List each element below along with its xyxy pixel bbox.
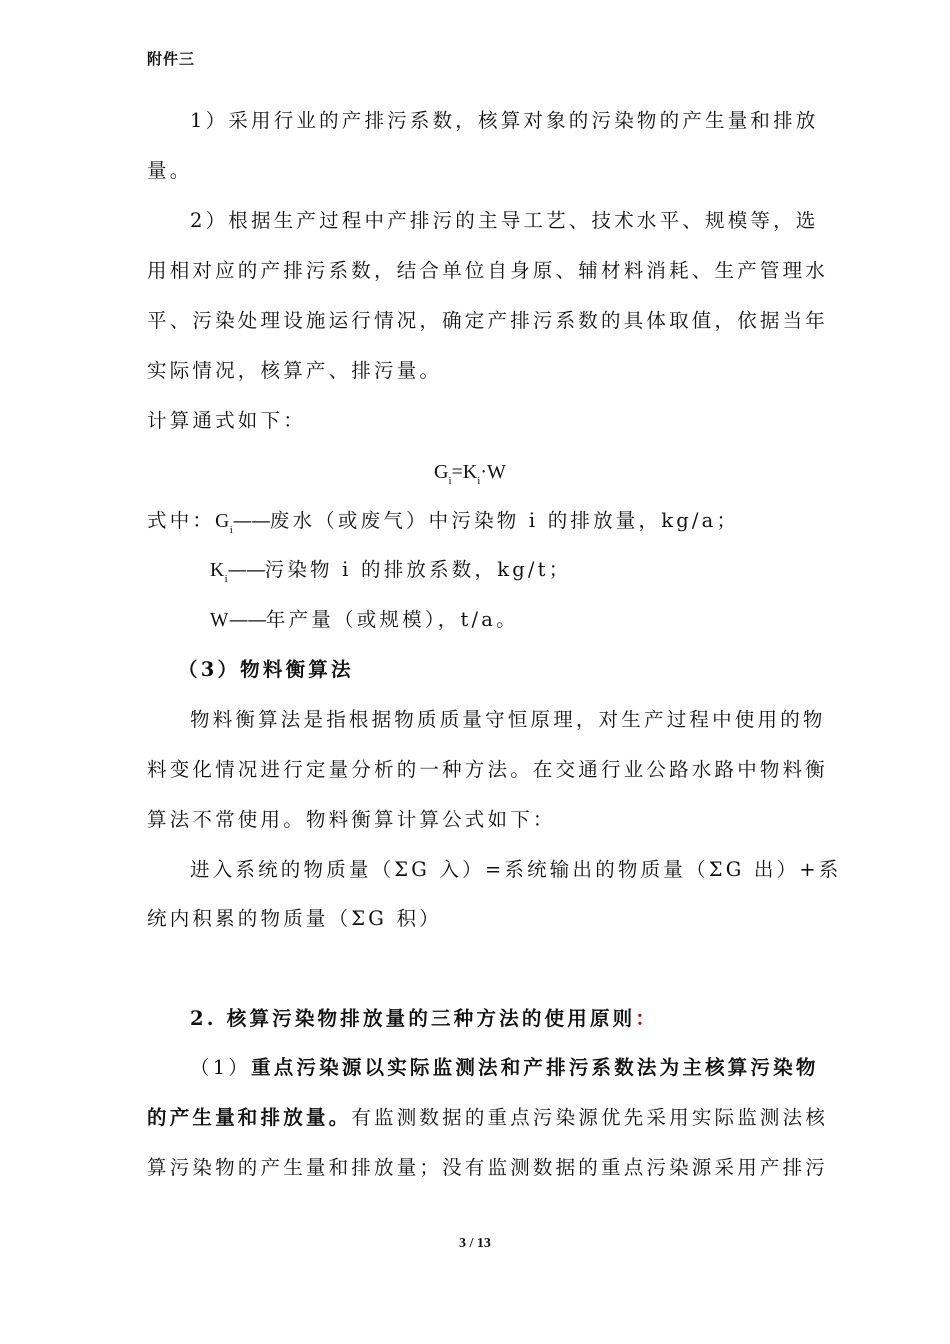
- para-5-line-2: [147, 1105, 828, 1131]
- para-5-line-1: [190, 1055, 819, 1081]
- definition-k-symbol: K: [210, 560, 225, 581]
- section-heading-material-balance: （3）物料衡算法: [178, 658, 354, 681]
- formula-intro: 计算通式如下：: [147, 409, 306, 432]
- definition-g-subscript: i: [229, 524, 233, 536]
- definition-k-text: 污染物 i 的排放系数，kg/t；: [264, 558, 572, 581]
- para-2-line-2: 用相对应的产排污系数，结合单位自身原、辅材料消耗、生产管理水: [147, 259, 829, 282]
- balance-formula-line-1: 进入系统的物质量（ΣG 入）=系统输出的物质量（ΣG 出）+系: [190, 858, 842, 881]
- definition-g-symbol: G: [215, 511, 230, 532]
- definition-k-subscript: i: [224, 573, 228, 585]
- para-1-line-2: 量。: [147, 159, 193, 182]
- para-2-line-4: 实际情况，核算产、排污量。: [147, 359, 443, 382]
- para-5-rest: 有监测数据的重点污染源优先采用实际监测法核: [351, 1106, 829, 1129]
- balance-formula-line-2: 统内积累的物质量（ΣG 积）: [147, 907, 442, 930]
- definition-w-symbol: W: [210, 610, 229, 631]
- definition-w-text: 年产量（或规模），t/a。: [265, 608, 519, 631]
- formula-g: G: [434, 461, 449, 483]
- definition-g-text: 废水（或废气）中污染物 i 的排放量，kg/a；: [269, 509, 740, 532]
- section-heading-principles-text: 2. 核算污染物排放量的三种方法的使用原则: [190, 1007, 636, 1030]
- definition-k: [210, 557, 571, 584]
- para-5-bold-2: 的产生量和排放量。: [147, 1106, 352, 1129]
- para-5-prefix: （1）: [190, 1056, 252, 1079]
- para-5-bold-1: 重点污染源以实际监测法和产排污系数法为主核算污染物: [251, 1056, 819, 1079]
- page-number: 3 / 13: [459, 1236, 491, 1251]
- definition-g-dash: ——: [232, 509, 270, 532]
- para-5-line-3: 算污染物的产生量和排放量；没有监测数据的重点污染源采用产排污: [147, 1156, 829, 1179]
- section-heading-principles-colon: ：: [635, 1007, 659, 1030]
- definition-w-dash: ——: [228, 608, 266, 631]
- para-3-line-1: 物料衡算法是指根据物质质量守恒原理，对生产过程中使用的物: [190, 708, 826, 731]
- definition-prefix: 式中：: [147, 509, 216, 532]
- para-3-line-3: 算法不常使用。物料衡算计算公式如下：: [147, 808, 556, 831]
- attachment-label: 附件三: [147, 50, 196, 68]
- para-2-line-1: 2）根据生产过程中产排污的主导工艺、技术水平、规模等，选: [190, 209, 819, 232]
- para-2-line-3: 平、污染处理设施运行情况，确定产排污系数的具体取值，依据当年: [147, 309, 829, 332]
- formula-k-subscript: i: [477, 475, 481, 487]
- section-heading-principles: [190, 1006, 658, 1032]
- formula: [434, 459, 506, 485]
- formula-eq-k: =K: [451, 461, 478, 483]
- definition-k-dash: ——: [227, 558, 265, 581]
- formula-g-subscript: i: [448, 475, 452, 487]
- formula-rest: ·W: [480, 461, 506, 483]
- definition-g: [147, 508, 739, 535]
- definition-w: [210, 607, 519, 634]
- para-1-line-1: 1）采用行业的产排污系数，核算对象的污染物的产生量和排放: [190, 109, 819, 132]
- para-3-line-2: 料变化情况进行定量分析的一种方法。在交通行业公路水路中物料衡: [147, 758, 829, 781]
